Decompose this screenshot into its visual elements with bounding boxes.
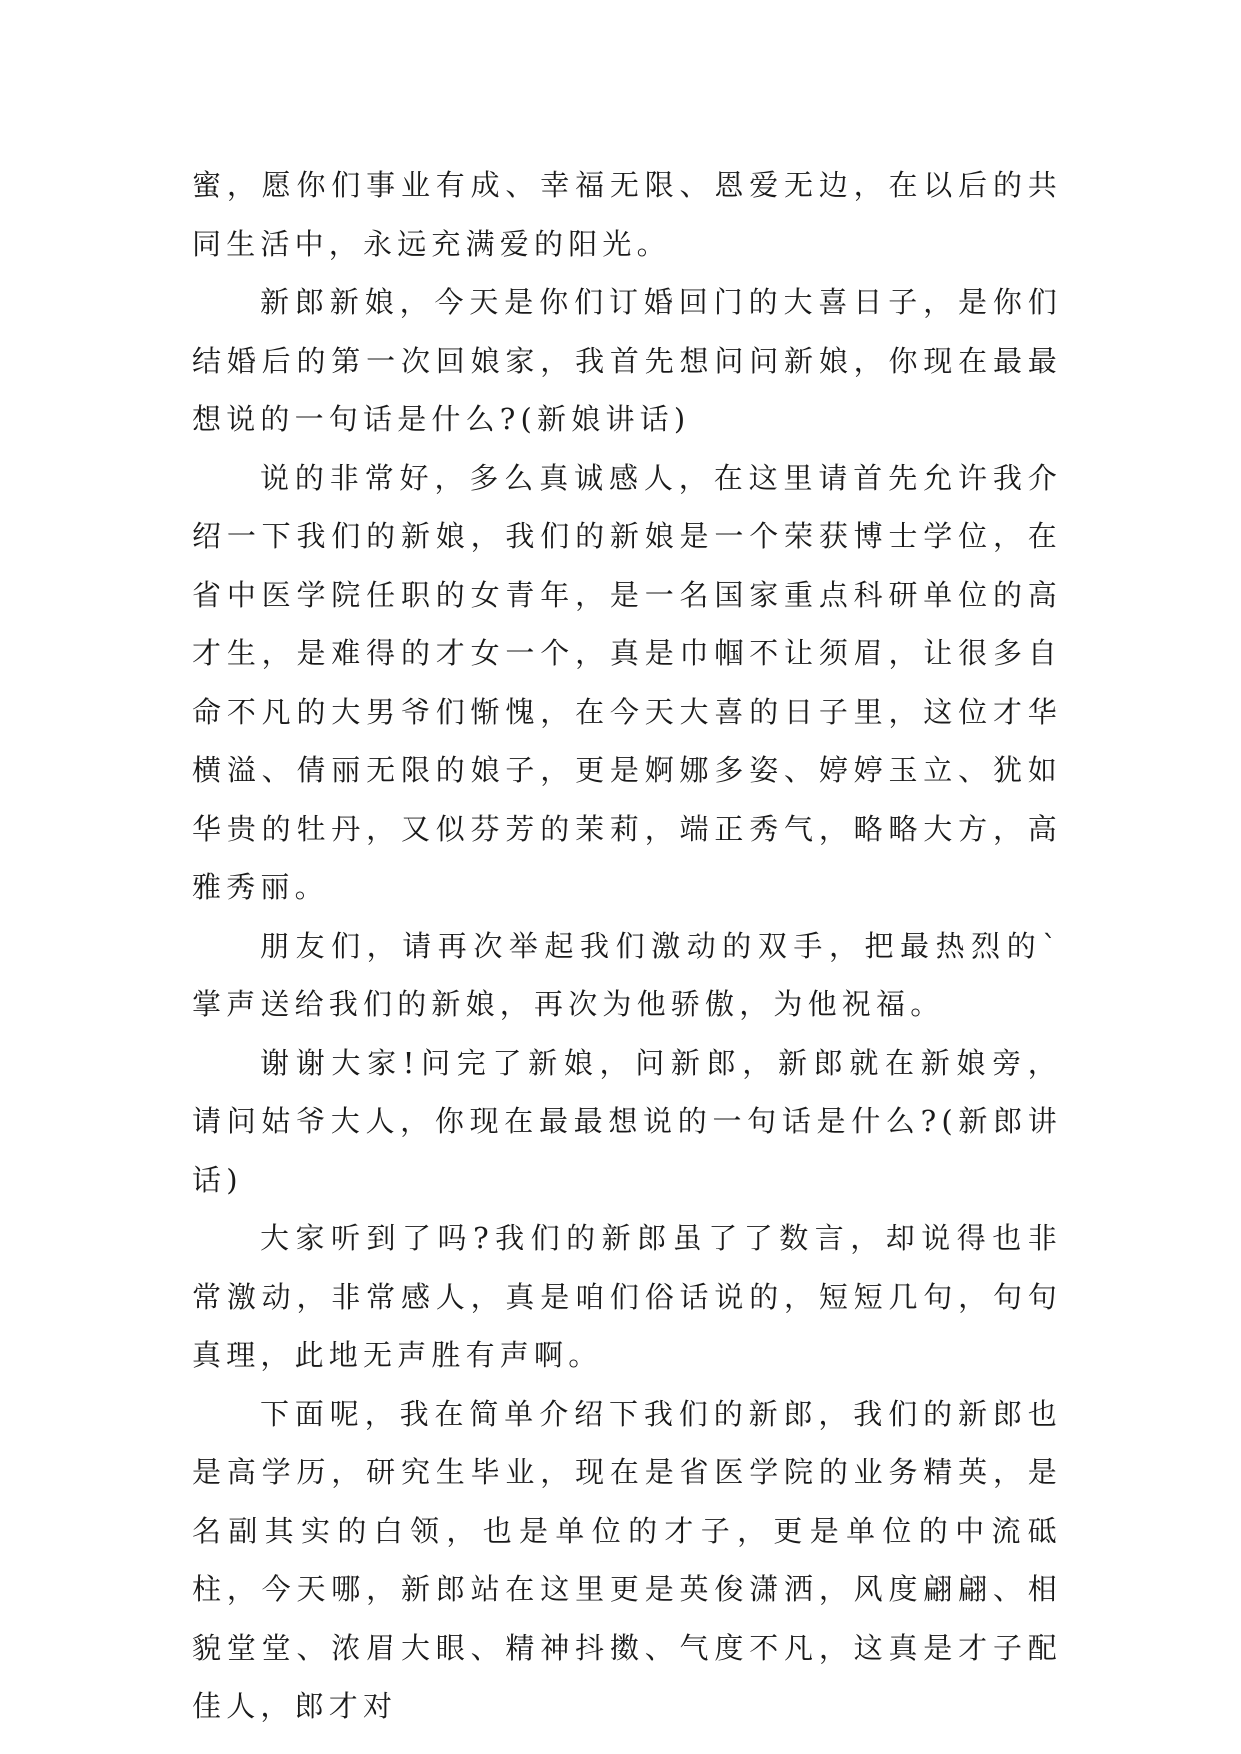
document-body (192, 156, 1062, 1736)
paragraph: 大家听到了吗?我们的新郎虽了了数言，却说得也非常激动，非常感人，真是咱们俗话说的，短短几句，句句真理，此地无声胜有声啊。 (192, 1221, 1062, 1372)
paragraph: 说的非常好，多么真诚感人，在这里请首先允许我介绍一下我们的新娘，我们的新娘是一个荣获博士学位，在省中医学院任职的女青年，是一名国家重点科研单位的高才生，是难得的才女一个，真是巾帼不让须眉，让很多自命不凡的大男爷们惭愧，在今天大喜的日子里，这位才华横溢、倩丽无限的娘子，更是婀娜多姿、婷婷玉立、犹如华贵的牡丹，又似芬芳的茉莉，端正秀气，略略大方，高雅秀丽。 (192, 460, 1062, 904)
paragraph: 下面呢，我在简单介绍下我们的新郎，我们的新郎也是高学历，研究生毕业，现在是省医学院的业务精英，是名副其实的白领，也是单位的才子，更是单位的中流砥柱，今天哪，新郎站在这里更是英俊潇洒，风度翩翩、相貌堂堂、浓眉大眼、精神抖擞、气度不凡，这真是才子配佳人，郎才对 (192, 1396, 1062, 1723)
paragraph: 朋友们，请再次举起我们激动的双手，把最热烈的`掌声送给我们的新娘，再次为他骄傲，为他祝福。 (192, 928, 1062, 1021)
paragraph: 谢谢大家!问完了新娘，问新郎，新郎就在新娘旁，请问姑爷大人，你现在最最想说的一句话是什么?(新郎讲话) (192, 1045, 1062, 1197)
paragraph: 新郎新娘，今天是你们订婚回门的大喜日子，是你们结婚后的第一次回娘家，我首先想问问新娘，你现在最最想说的一句话是什么?(新娘讲话) (192, 285, 1062, 436)
paragraph-continued: 蜜，愿你们事业有成、幸福无限、恩爱无边，在以后的共同生活中，永远充满爱的阳光。 (192, 168, 1062, 261)
